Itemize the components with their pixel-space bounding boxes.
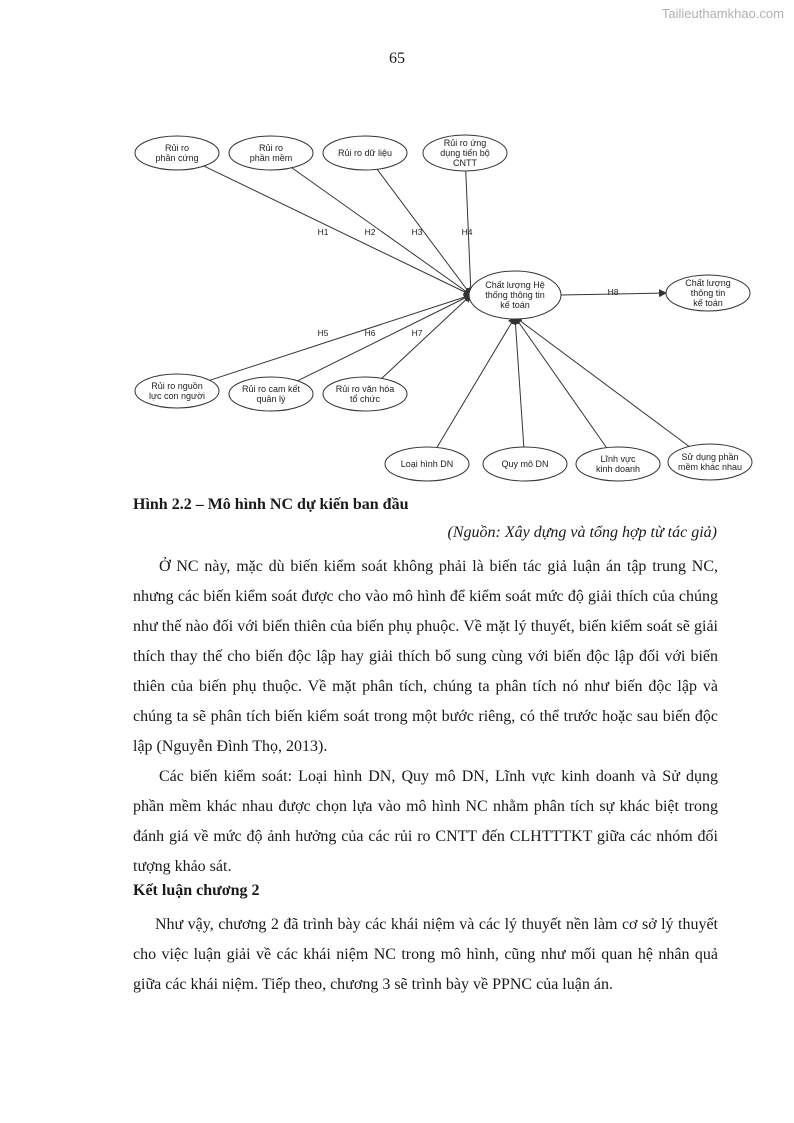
edge-label: H6 <box>364 328 376 338</box>
node-label: lực con người <box>149 391 205 401</box>
node-label: tổ chức <box>349 394 381 404</box>
node-label: Chất lượng <box>685 278 731 288</box>
node-label: thống thông tin <box>485 290 545 300</box>
node-label: Rủi ro <box>164 143 190 153</box>
figure-source: (Nguồn: Xây dựng và tổng hợp từ tác giả) <box>447 524 717 541</box>
node-label: Rủi ro nguồn <box>151 381 203 391</box>
diagram-edge <box>210 295 471 380</box>
node-label: quản lý <box>256 394 286 404</box>
diagram-edge <box>204 166 471 295</box>
diagram-nodes <box>135 135 752 481</box>
section-heading: Kết luận chương 2 <box>133 882 260 899</box>
diagram-node <box>576 447 660 481</box>
diagram-node <box>229 377 313 411</box>
node-label: phần mềm <box>249 153 293 163</box>
diagram-node <box>135 136 219 170</box>
page-number: 65 <box>389 50 405 67</box>
diagram-edge <box>437 317 515 447</box>
diagram-node <box>229 136 313 170</box>
node-label: Rủi ro dữ liệu <box>337 148 393 158</box>
diagram-node <box>423 135 507 171</box>
diagram-node <box>483 447 567 481</box>
diagram-edge <box>515 317 607 448</box>
body-paragraph: Các biến kiểm soát: Loại hình DN, Quy mô DN, Lĩnh vực kinh doanh và Sử dụng phần mềm khác nhau được chọn lựa vào mô hình NC nhằm phân tích sự khác biệt trong đánh giá về mức độ ảnh hưởng của các rủi ro CNTT đến CLHTTTKT giữa các nhóm đối tượng khảo sát. <box>133 768 718 875</box>
diagram-node <box>469 271 561 319</box>
edge-label: H8 <box>607 287 619 297</box>
node-label: Loại hình DN <box>400 459 454 469</box>
node-label: Lĩnh vực <box>600 454 636 464</box>
diagram-node <box>666 275 750 311</box>
node-label: Chất lượng Hệ <box>485 280 545 290</box>
node-label: mềm khác nhau <box>677 462 743 472</box>
node-label: kế toán <box>693 298 723 308</box>
diagram-edge <box>515 317 689 446</box>
body-paragraph: Ở NC này, mặc dù biến kiểm soát không phải là biến tác giả luận án tập trung NC, nhưng các biến kiểm soát được cho vào mô hình để kiểm soát mức độ giải thích của chúng như thế nào đối với biến thiên của biến phụ phuộc. Về mặt lý thuyết, biến kiểm soát sẽ giải thích thay thế cho biến độc lập hay giải thích bổ sung cùng với biến độc lập đối với biến thiên của biến phụ thuộc. Về mặt phân tích, chúng ta phân tích nó như biến độc lập và chúng ta sẽ phân tích biến kiểm soát trong một bước riêng, có thể trước hoặc sau biến độc lập (Nguyễn Đình Thọ, 2013). <box>133 558 718 755</box>
node-label: Quy mô DN <box>501 459 549 469</box>
node-label: Sử dụng phần <box>681 452 739 462</box>
node-label: Rủi ro ứng <box>443 138 487 148</box>
diagram-node <box>135 374 219 408</box>
edge-label: H5 <box>317 328 329 338</box>
body-paragraph: Như vậy, chương 2 đã trình bày các khái niệm và các lý thuyết nền làm cơ sở lý thuyết cho việc luận giải về các khái niệm NC trong mô hình, cũng như mối quan hệ nhân quả giữa các khái niệm. Tiếp theo, chương 3 sẽ trình bày về PPNC của luận án. <box>133 916 718 993</box>
figure-caption: Hình 2.2 – Mô hình NC dự kiến ban đầu <box>133 496 409 513</box>
node-label: CNTT <box>453 158 477 168</box>
node-label: Rủi ro cam kết <box>241 384 301 394</box>
node-label: kế toán <box>500 300 530 310</box>
diagram-node <box>385 447 469 481</box>
diagram-node <box>668 444 752 480</box>
diagram-edge <box>515 317 524 447</box>
node-label: dụng tiến bộ <box>440 148 490 158</box>
diagram-edge <box>377 169 471 295</box>
node-label: kinh doanh <box>595 464 641 474</box>
research-model-diagram <box>130 128 755 483</box>
node-label: thông tin <box>690 288 726 298</box>
watermark: Tailieuthamkhao.com <box>661 6 784 21</box>
edge-label: H7 <box>411 328 423 338</box>
edge-label: H2 <box>364 227 376 237</box>
node-label: phần cứng <box>155 153 199 163</box>
diagram-edge <box>382 295 471 378</box>
diagram-node <box>323 377 407 411</box>
node-label: Rủi ro văn hóa <box>335 384 395 394</box>
node-label: Rủi ro <box>258 143 284 153</box>
diagram-node <box>323 136 407 170</box>
edge-label: H4 <box>461 227 473 237</box>
edge-label: H3 <box>411 227 423 237</box>
edge-label: H1 <box>317 227 329 237</box>
